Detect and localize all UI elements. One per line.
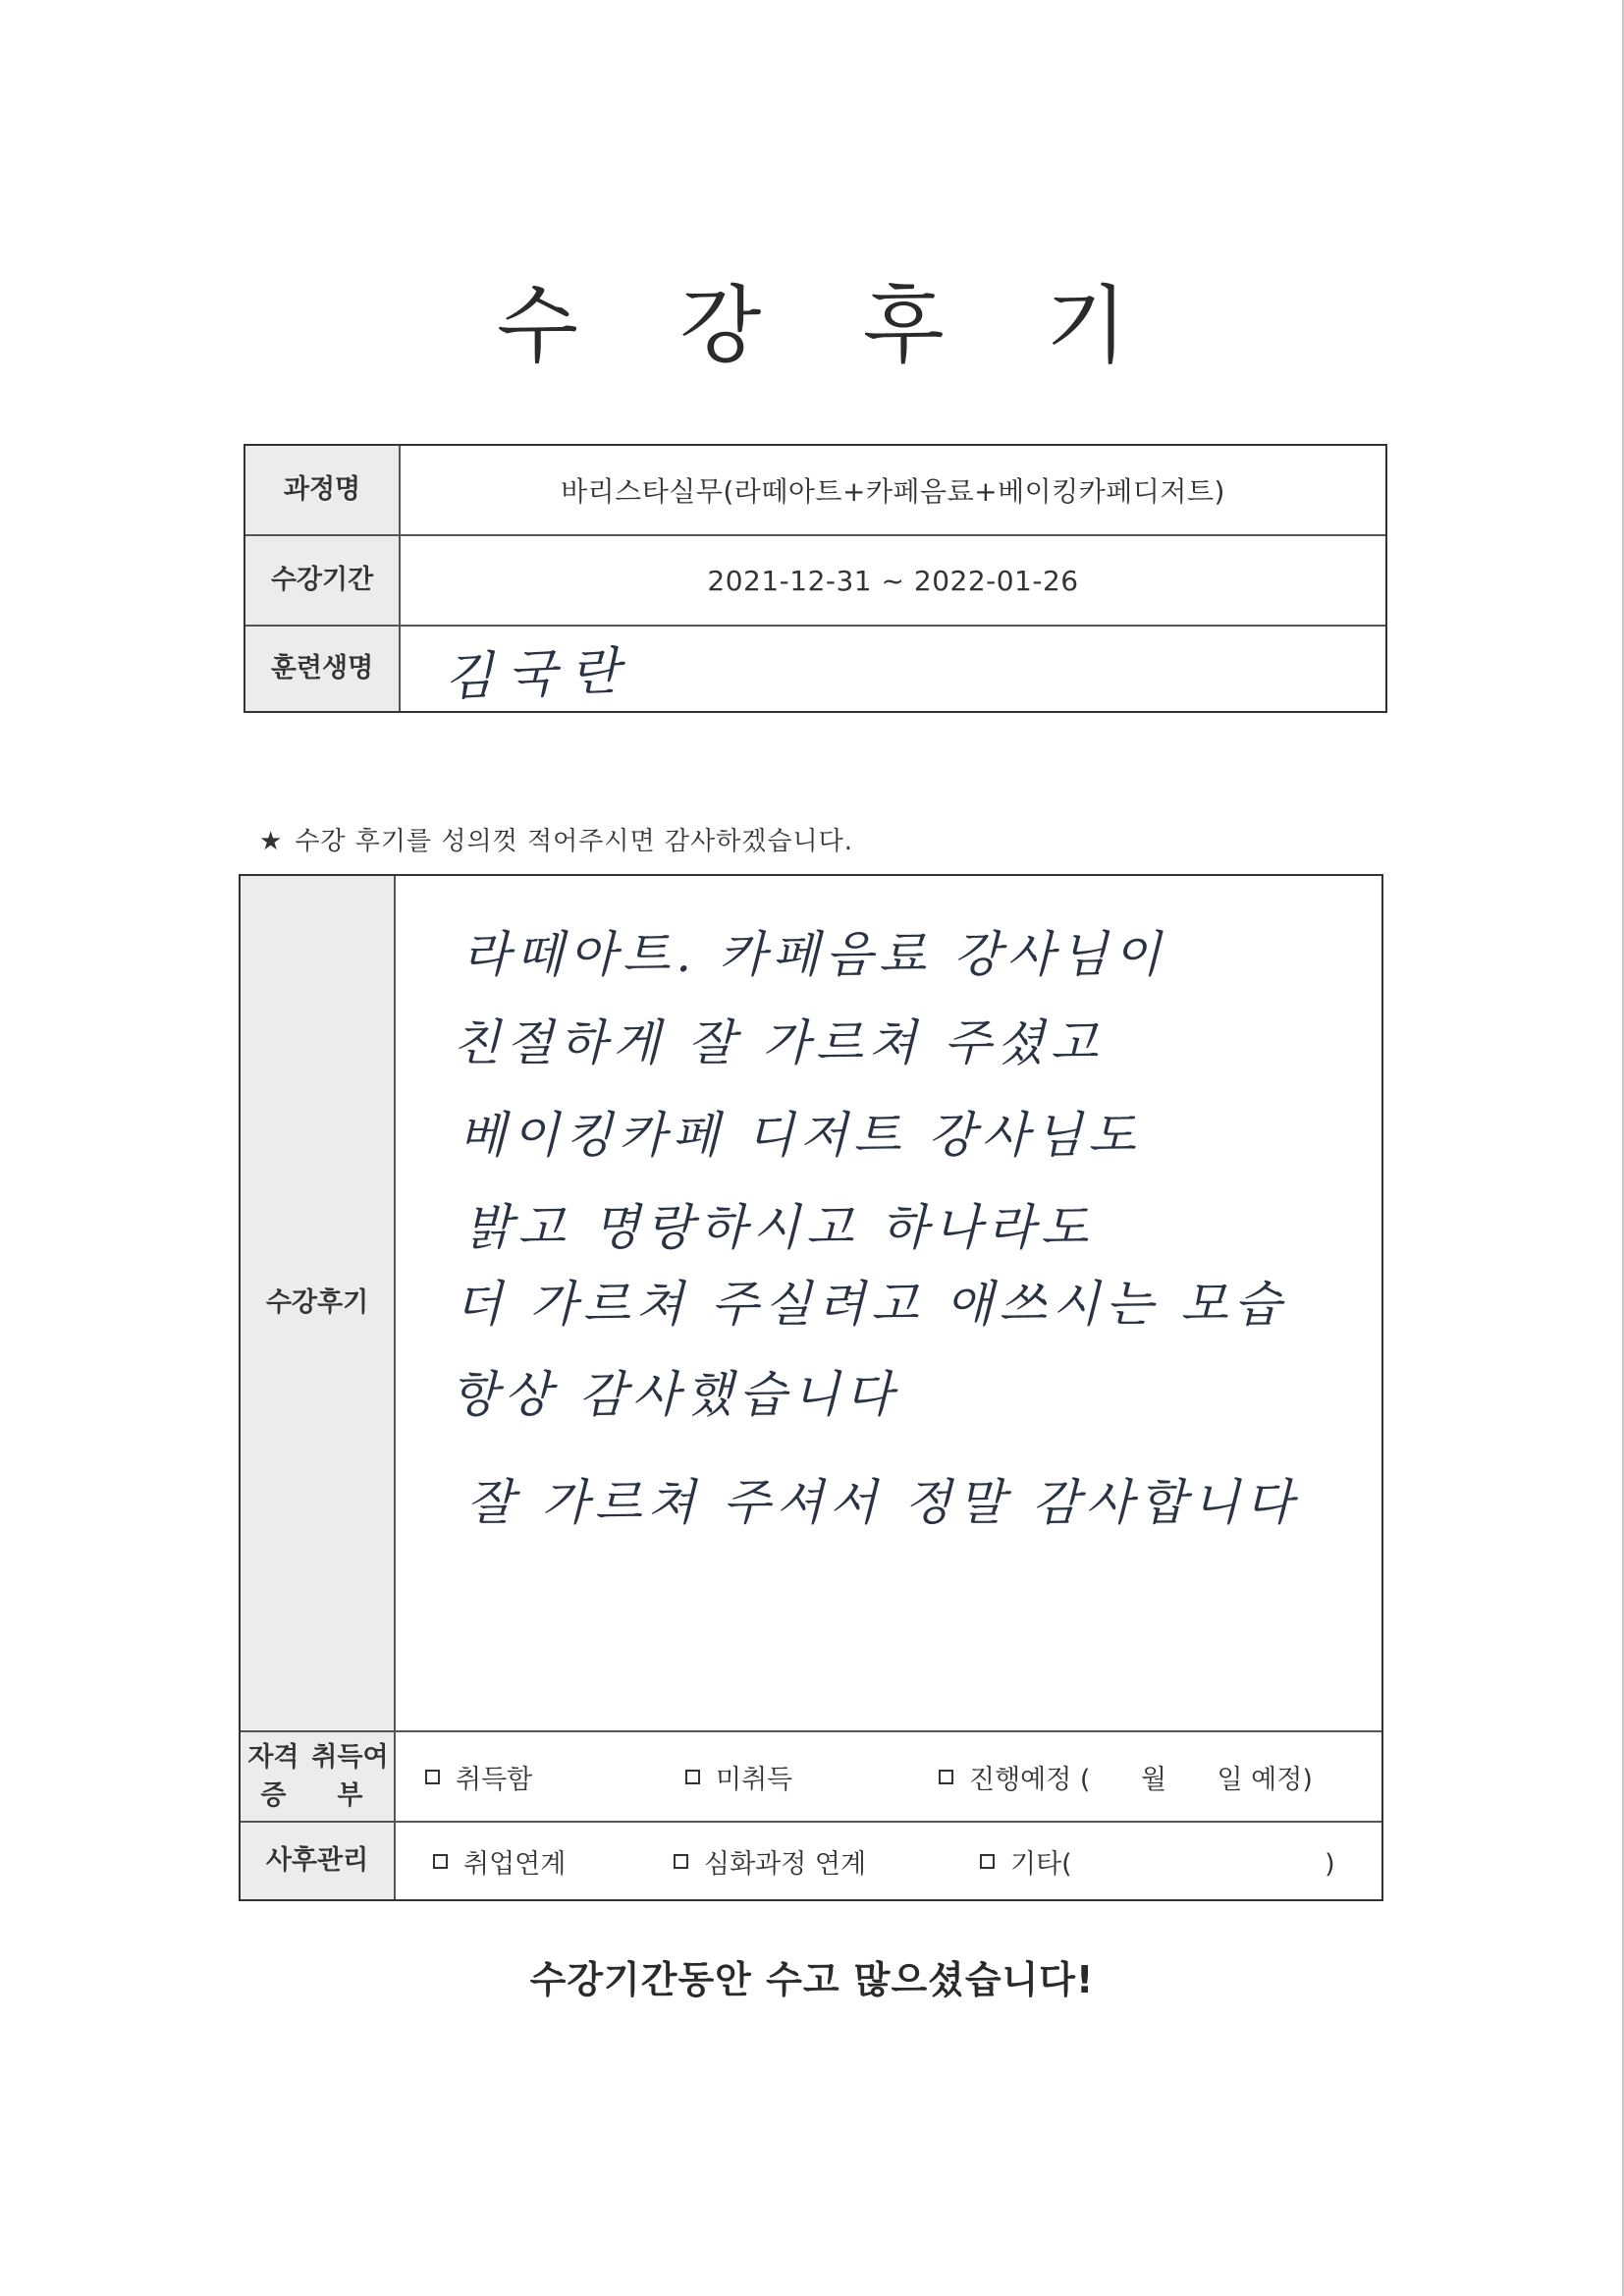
option-advanced-course[interactable] bbox=[674, 1842, 980, 1881]
instruction-note bbox=[259, 821, 853, 857]
review-label: 수강후기 bbox=[241, 876, 396, 1730]
checkbox-icon[interactable] bbox=[685, 1770, 700, 1784]
trainee-name-handwritten: 김국란 bbox=[443, 641, 634, 707]
course-name-label: 과정명 bbox=[245, 446, 401, 534]
closing-message: 수강기간동안 수고 많으셨습니다! bbox=[529, 1958, 1095, 2001]
certificate-options bbox=[396, 1730, 1381, 1821]
checkbox-icon[interactable] bbox=[980, 1854, 995, 1869]
checkbox-icon[interactable] bbox=[425, 1770, 440, 1784]
review-table bbox=[239, 874, 1383, 1901]
aftercare-label: 사후관리 bbox=[241, 1821, 396, 1899]
review-line: 베이킹카페 디저트 강사님도 bbox=[459, 1107, 1142, 1164]
option-advanced-course-label: 심화과정 연계 bbox=[704, 1848, 867, 1880]
document-title: 수 강 후 기 bbox=[496, 277, 1165, 375]
trainee-name-label: 훈련생명 bbox=[245, 625, 401, 711]
option-in-progress-label: 진행예정 ( 월 일 예정) bbox=[969, 1764, 1313, 1795]
checkbox-icon[interactable] bbox=[939, 1770, 953, 1784]
aftercare-options bbox=[396, 1821, 1381, 1899]
course-period-value: 2021-12-31 ~ 2022-01-26 bbox=[401, 534, 1385, 625]
review-text-area bbox=[396, 876, 1381, 1730]
trainee-name-field bbox=[401, 625, 1385, 711]
option-not-obtained-label: 미취득 bbox=[716, 1764, 793, 1795]
option-in-progress[interactable] bbox=[939, 1758, 1313, 1796]
option-job-linkage-label: 취업연계 bbox=[463, 1848, 567, 1880]
certificate-label-line1: 자격증 bbox=[247, 1741, 299, 1811]
option-not-obtained[interactable] bbox=[685, 1758, 939, 1796]
certificate-label bbox=[241, 1730, 396, 1821]
star-icon: ★ bbox=[259, 827, 284, 856]
review-line: 잘 가르쳐 주셔서 정말 감사합니다 bbox=[466, 1474, 1299, 1531]
checkbox-icon[interactable] bbox=[433, 1854, 448, 1869]
option-other-label: 기타( ) bbox=[1010, 1848, 1335, 1880]
course-period-label: 수강기간 bbox=[245, 534, 401, 625]
option-obtained-label: 취득함 bbox=[456, 1764, 533, 1795]
certificate-label-line2: 취득여부 bbox=[311, 1741, 389, 1811]
review-line: 친절하게 잘 가르쳐 주셨고 bbox=[453, 1014, 1104, 1071]
course-info-table bbox=[244, 444, 1387, 713]
review-line: 밝고 명랑하시고 하나라도 bbox=[464, 1199, 1095, 1256]
course-name-value: 바리스타실무(라떼아트+카페음료+베이킹카페디저트) bbox=[561, 475, 1225, 508]
option-obtained[interactable] bbox=[425, 1758, 685, 1796]
option-other[interactable] bbox=[980, 1842, 1335, 1881]
review-line: 더 가르쳐 주실려고 애쓰시는 모습 bbox=[455, 1276, 1287, 1333]
review-line: 항상 감사했습니다 bbox=[451, 1366, 899, 1423]
review-line: 라떼아트. 카페음료 강사님이 bbox=[462, 926, 1167, 983]
checkbox-icon[interactable] bbox=[674, 1854, 688, 1869]
option-job-linkage[interactable] bbox=[425, 1842, 674, 1881]
instruction-note-text: 수강 후기를 성의껏 적어주시면 감사하겠습니다. bbox=[295, 827, 853, 856]
